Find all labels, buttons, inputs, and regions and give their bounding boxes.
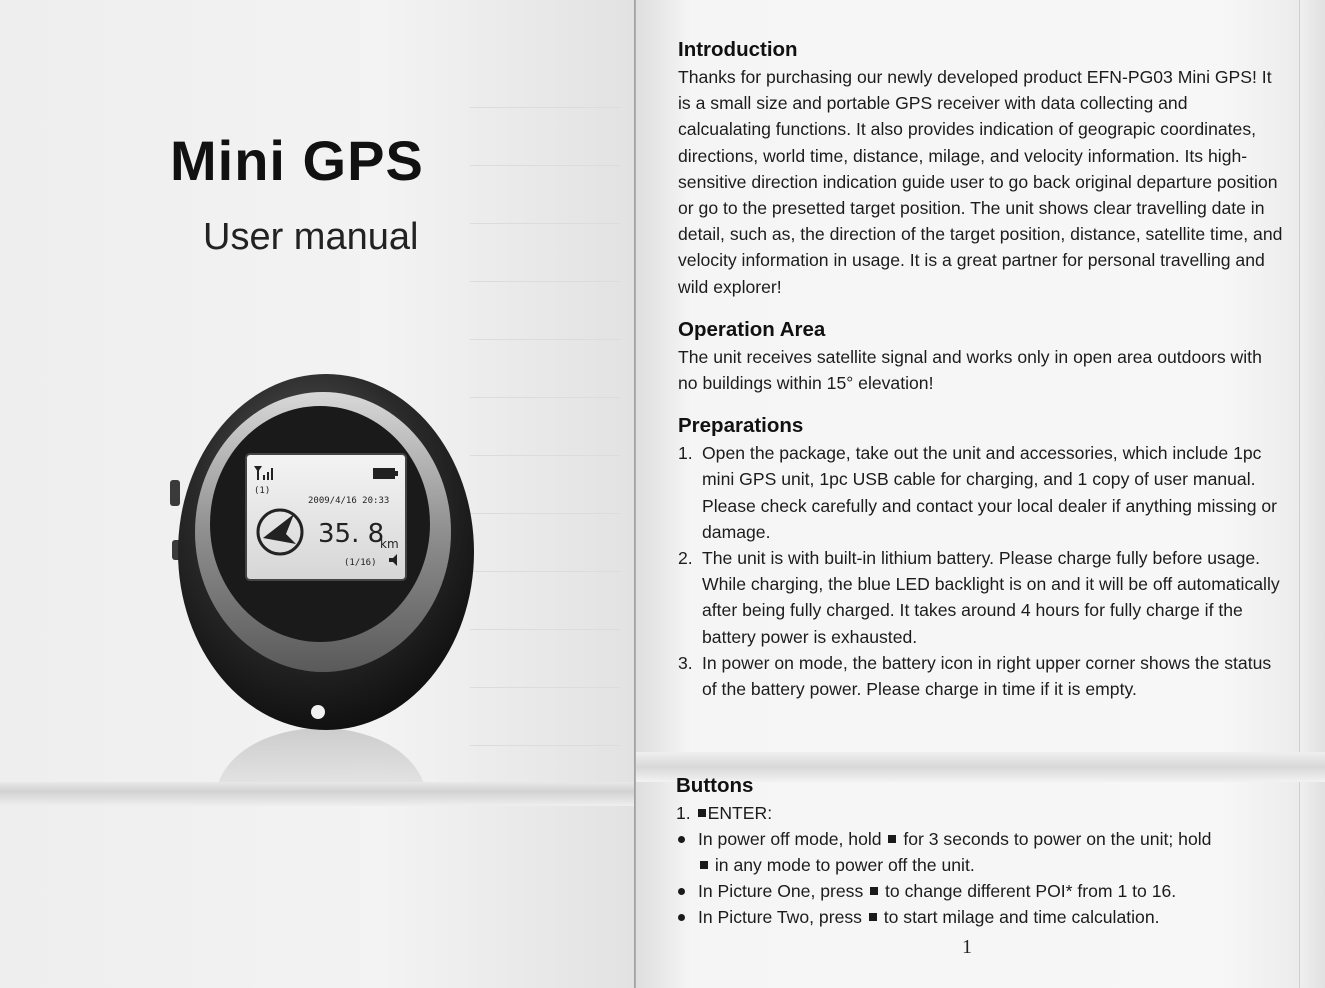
introduction-heading: Introduction bbox=[678, 38, 798, 61]
list-item: In Picture One, press to change different POI* from 1 to 16. bbox=[676, 878, 1286, 904]
paper-fold bbox=[0, 782, 636, 806]
distance-unit: km bbox=[380, 537, 399, 551]
list-item: In Picture Two, press to start milage and time calculation. bbox=[676, 904, 1286, 930]
poi-indicator: (1/16) bbox=[344, 558, 377, 568]
operation-area-body: The unit receives satellite signal and works only in open area outdoors with no buildings within 15° elevation! bbox=[678, 346, 1262, 394]
enter-key-icon bbox=[870, 887, 878, 895]
page-number: 1 bbox=[962, 936, 972, 958]
enter-key-icon bbox=[698, 809, 706, 817]
cover-subtitle: User manual bbox=[203, 216, 419, 258]
screen-datetime: 2009/4/16 20:33 bbox=[308, 496, 390, 506]
list-item: In power off mode, hold for 3 seconds to power on the unit; hold in any mode to power off the unit. bbox=[676, 826, 1286, 878]
enter-key-icon bbox=[700, 861, 708, 869]
preparations-list bbox=[678, 440, 1283, 702]
preparations-heading: Preparations bbox=[678, 414, 804, 438]
buttons-section bbox=[676, 772, 1286, 930]
buttons-heading: Buttons bbox=[676, 774, 754, 797]
list-item: 1. Open the package, take out the unit and accessories, which include 1pc mini GPS unit, 1pc USB cable for charging, and 1 copy of user manual. Please check carefully and contact your local dealer if anything missing or damage. bbox=[678, 443, 1278, 542]
satellite-count: (1) bbox=[254, 486, 271, 496]
enter-instructions bbox=[676, 826, 1286, 930]
enter-button-item: 1. ENTER: bbox=[676, 803, 773, 823]
content-column bbox=[678, 36, 1283, 702]
enter-key-icon bbox=[888, 835, 896, 843]
operation-area-section bbox=[678, 316, 1283, 396]
cover-title: Mini GPS bbox=[170, 129, 424, 192]
list-item: 2. The unit is with built-in lithium battery. Please charge fully before usage. While charging, the blue LED backlight is on and it will be off automatically after being fully charged. It takes around 4 hours for fully charge if the battery power is exhausted. bbox=[678, 548, 1280, 647]
distance-value: 35. 8 bbox=[318, 519, 385, 549]
enter-label: ENTER: bbox=[707, 803, 773, 823]
operation-area-heading: Operation Area bbox=[678, 317, 826, 341]
preparations-section bbox=[678, 412, 1283, 702]
battery-icon bbox=[373, 468, 398, 479]
show-through-table bbox=[470, 50, 620, 746]
introduction-section bbox=[678, 36, 1283, 300]
content-page bbox=[636, 0, 1325, 988]
mini-gps-device bbox=[168, 362, 478, 742]
introduction-body: Thanks for purchasing our newly developed product EFN-PG03 Mini GPS! It is a small size and portable GPS receiver with data collecting and calcualating functions. It also provides indication of geograpic coordinates, directions, world time, distance, milage, and velocity information. Its high-sensitive direction indication guide user to go back original departure position or go to the presetted target position. The unit shows clear travelling date in detail, such as, the direction of the target position, distance, satellite time, and velocity information in usage. It is a great partner for personal travelling and wild explorer! bbox=[678, 67, 1283, 297]
list-item: 3. In power on mode, the battery icon in right upper corner shows the status of the battery power. Please charge in time if it is empty. bbox=[678, 652, 1272, 700]
next-page-edge bbox=[1299, 0, 1325, 988]
enter-key-icon bbox=[869, 913, 877, 921]
cover-page bbox=[0, 0, 636, 988]
